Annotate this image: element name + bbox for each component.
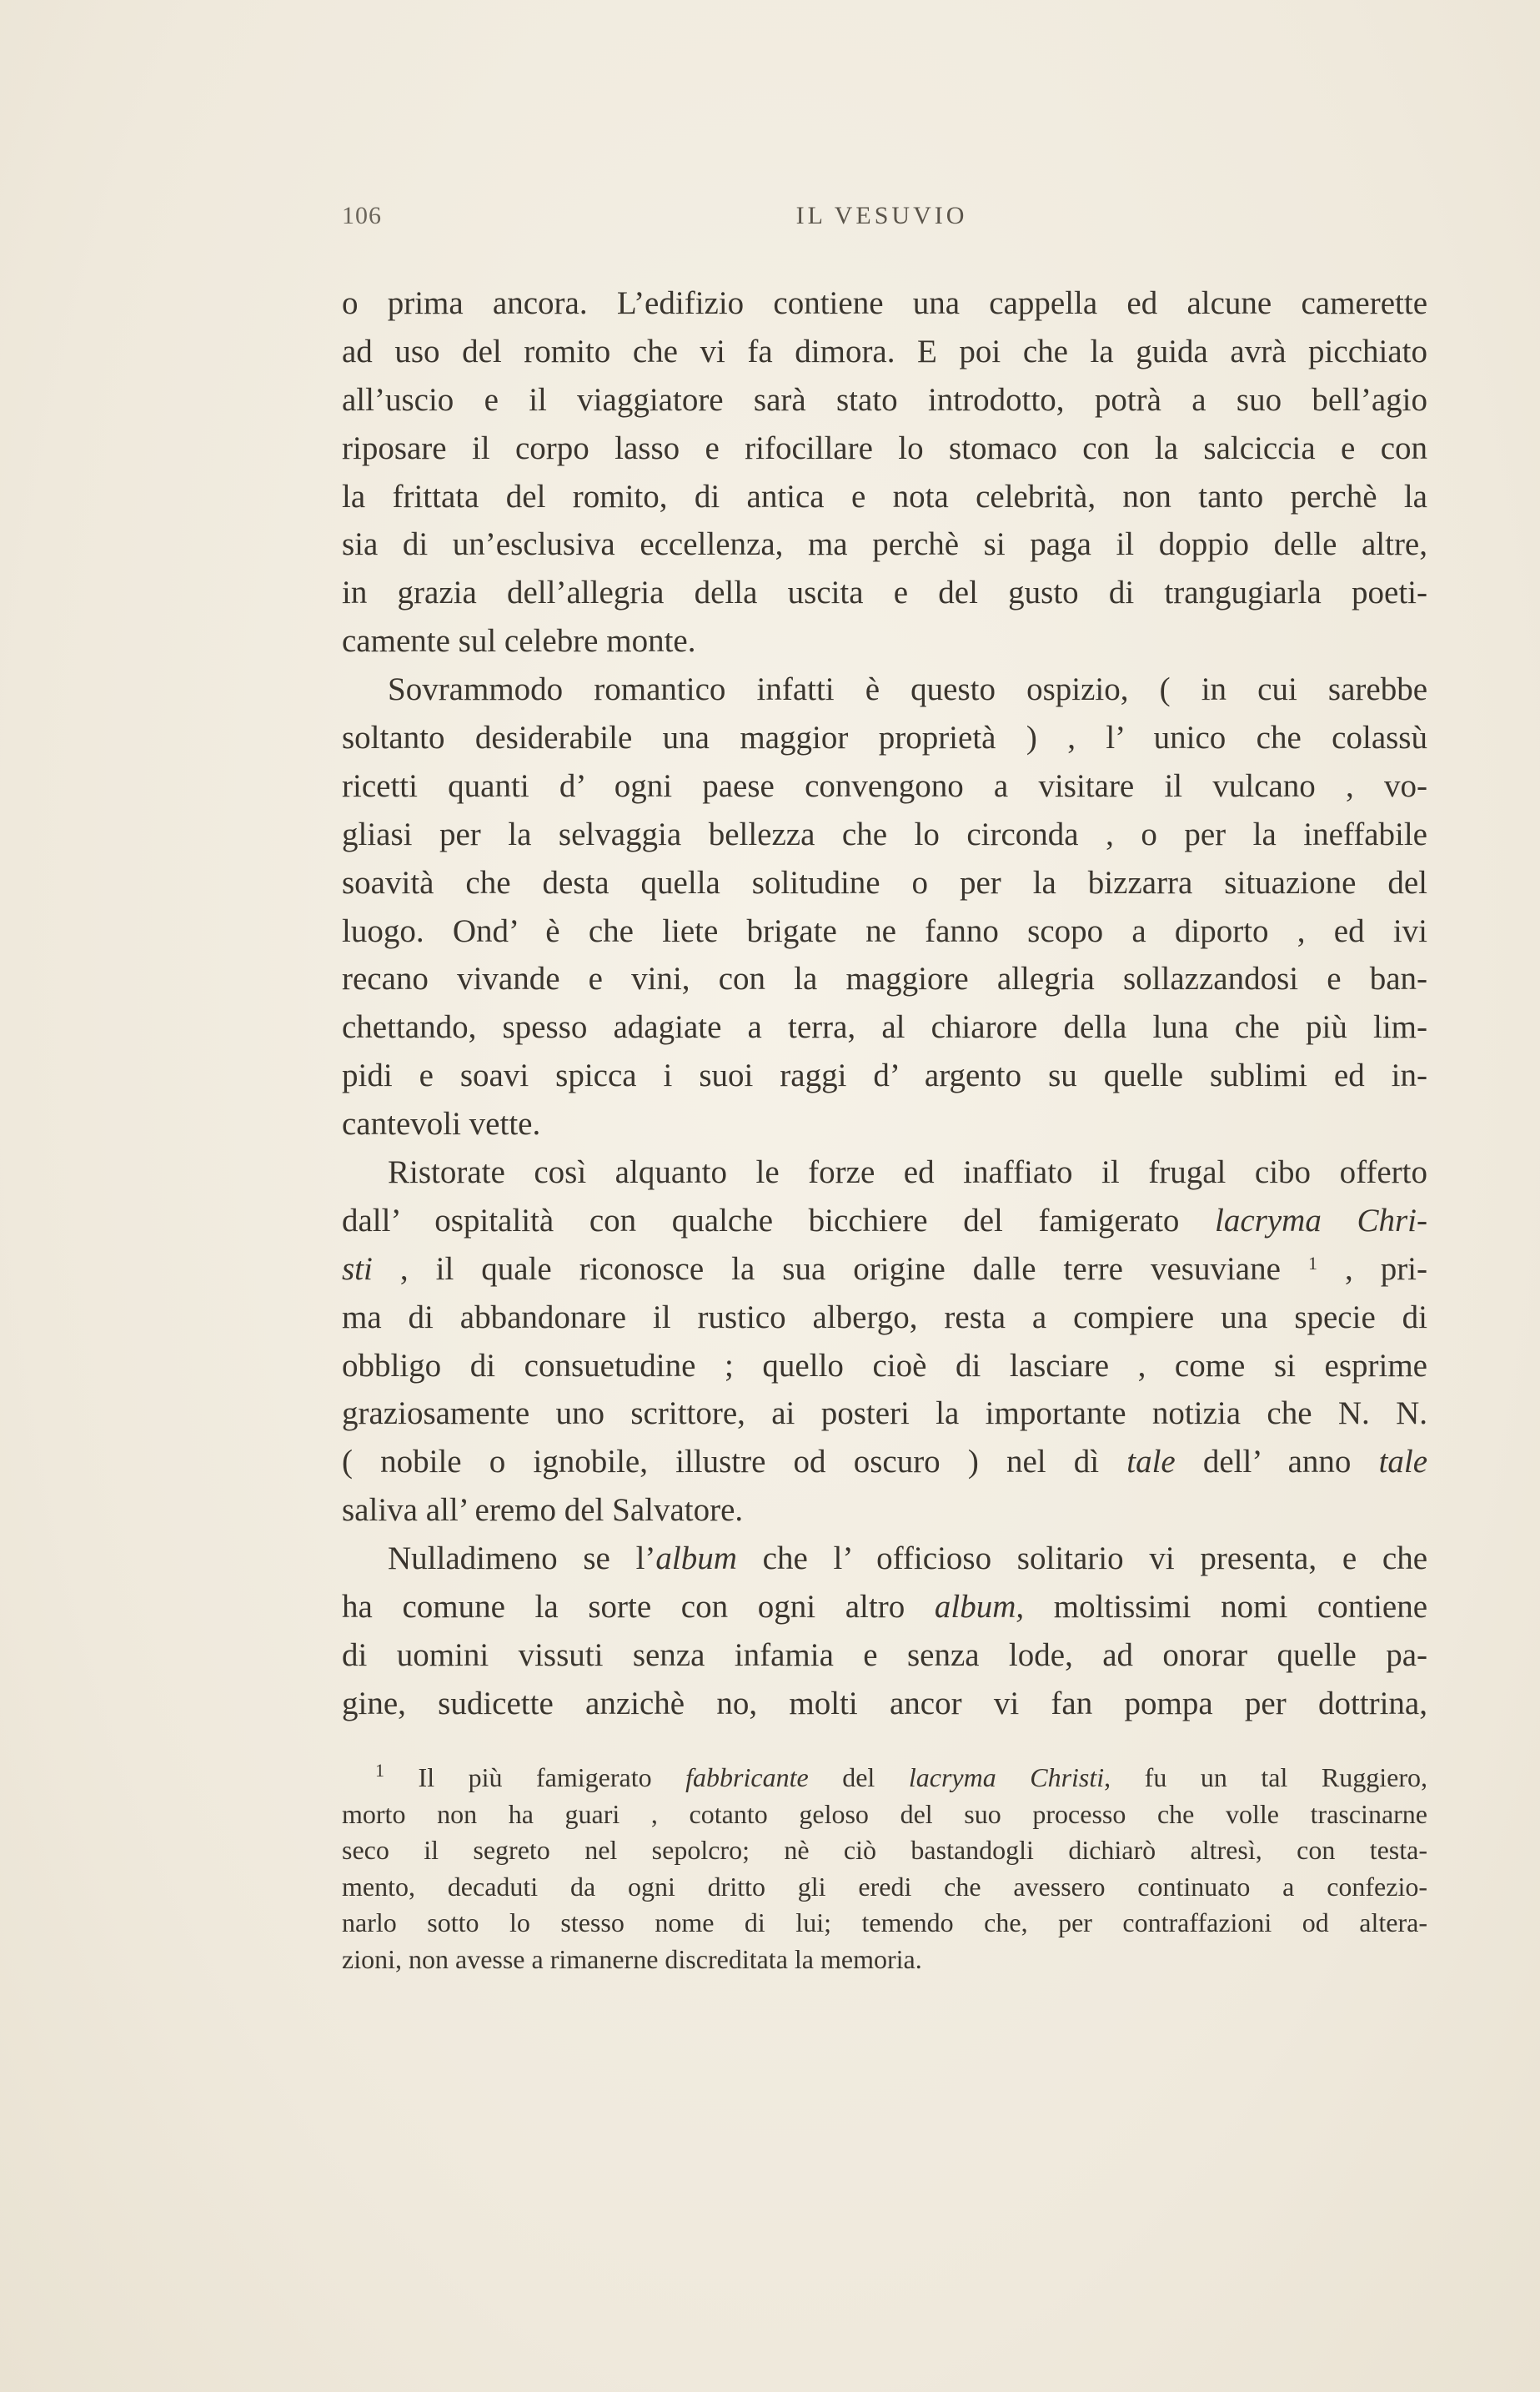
text-line: Nulladimeno se l’album che l’ officioso solitario vi presenta, e che xyxy=(388,1540,1427,1577)
running-title: IL VESUVIO xyxy=(795,202,968,229)
text-line: o prima ancora. L’edifizio contiene una cappella ed alcune camerette xyxy=(342,285,1427,321)
text-line: chettando, spesso adagiate a terra, al chiarore della luna che più lim- xyxy=(342,1009,1427,1046)
text-line: soavità che desta quella solitudine o per la bizzarra situazione del xyxy=(342,864,1427,901)
page-header xyxy=(342,202,1422,235)
text-line: pidi e soavi spicca i suoi raggi d’ argento su quelle sublimi ed in- xyxy=(342,1058,1427,1094)
page-number: 106 xyxy=(342,202,382,229)
footnote-line: mento, decaduti da ogni dritto gli eredi che avessero continuato a confezio- xyxy=(342,1871,1427,1902)
body-text xyxy=(342,279,1427,1728)
footnote-marker: 1 xyxy=(375,1760,384,1781)
text-line: ad uso del romito che vi fa dimora. E poi che la guida avrà picchiato xyxy=(342,333,1427,369)
footnote-line: zioni, non avesse a rimanerne discreditata la memoria. xyxy=(342,1943,922,1974)
text-line: gliasi per la selvaggia bellezza che lo circonda , o per la ineffabile xyxy=(342,816,1427,852)
footnote-line: $^1$ Il più famigerato fabbricante del lacryma Christi, fu un tal Ruggiero, xyxy=(375,1760,1428,1792)
text-line: soltanto desiderabile una maggior proprietà ) , l’ unico che colassù xyxy=(342,720,1427,756)
text-line: ricetti quanti d’ ogni paese convengono a visitare il vulcano , vo- xyxy=(342,767,1427,804)
text-line: obbligo di consuetudine ; quello cioè di lasciare , come si esprime xyxy=(342,1347,1427,1384)
text-line: luogo. Ond’ è che liete brigate ne fanno scopo a diporto , ed ivi xyxy=(342,912,1427,949)
footnote-line: seco il segreto nel sepolcro; nè ciò bastandogli dichiarò altresì, con testa- xyxy=(342,1835,1427,1865)
text-line: all’uscio e il viaggiatore sarà stato introdotto, potrà a suo bell’agio xyxy=(342,381,1427,418)
text-line: riposare il corpo lasso e rifocillare lo stomaco con la salciccia e con xyxy=(342,430,1427,466)
text-line: gine, sudicette anzichè no, molti ancor vi fan pompa per dottrina, xyxy=(342,1685,1427,1721)
text-line: saliva all’ eremo del Salvatore. xyxy=(342,1492,744,1529)
footnote xyxy=(342,1760,1427,1977)
text-line: cantevoli vette. xyxy=(342,1106,541,1143)
footnote-line: narlo sotto lo stesso nome di lui; temendo che, per contraffazioni od altera- xyxy=(342,1907,1427,1937)
text-line: sia di un’esclusiva eccellenza, ma perchè si paga il doppio delle altre, xyxy=(342,526,1427,563)
text-line: ( nobile o ignobile, illustre od oscuro ) nel dì tale dell’ anno tale xyxy=(342,1444,1428,1480)
text-line: camente sul celebre monte. xyxy=(342,623,696,660)
text-line: dall’ ospitalità con qualche bicchiere del famigerato lacryma Chri- xyxy=(342,1202,1427,1239)
text-line: graziosamente uno scrittore, ai posteri la importante notizia che N. N. xyxy=(342,1395,1427,1432)
text-line: di uomini vissuti senza infamia e senza lode, ad onorar quelle pa- xyxy=(342,1636,1427,1673)
text-line: la frittata del romito, di antica e nota celebrità, non tanto perchè la xyxy=(342,478,1427,515)
footnote-ref: 1 xyxy=(1307,1252,1317,1274)
text-line: Sovrammodo romantico infatti è questo ospizio, ( in cui sarebbe xyxy=(388,671,1427,708)
text-line: ha comune la sorte con ogni altro album, moltissimi nomi contiene xyxy=(342,1589,1428,1626)
footnote-line: morto non ha guari , cotanto geloso del suo processo che volle trascinarne xyxy=(342,1798,1427,1829)
text-line: sti , il quale riconosce la sua origine dalle terre vesuviane $^1$ , pri- xyxy=(342,1250,1427,1287)
text-line: in grazia dell’allegria della uscita e del gusto di trangugiarla poeti- xyxy=(342,575,1427,611)
text-line: Ristorate così alquanto le forze ed inaffiato il frugal cibo offerto xyxy=(388,1154,1427,1191)
text-line: ma di abbandonare il rustico albergo, resta a compiere una specie di xyxy=(342,1299,1427,1335)
text-line: recano vivande e vini, con la maggiore allegria sollazzandosi e ban- xyxy=(342,961,1427,998)
